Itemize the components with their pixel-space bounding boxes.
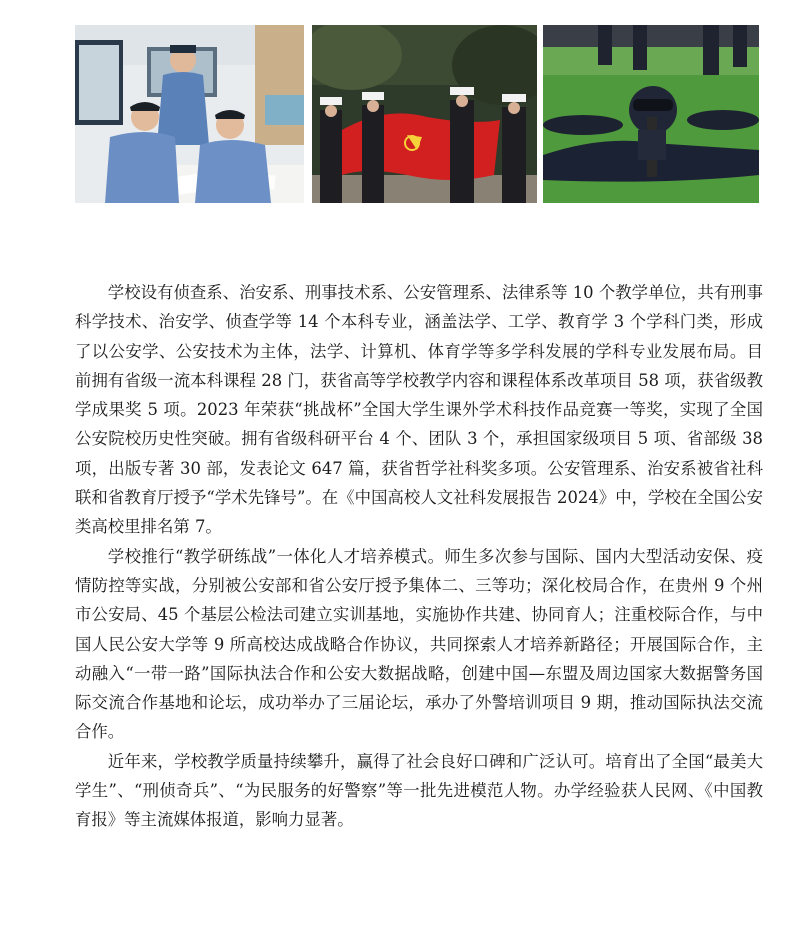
photo-strip bbox=[75, 25, 759, 203]
officers-reviewing-documents-photo bbox=[75, 25, 304, 203]
honor-guard-with-party-flag-photo bbox=[312, 25, 537, 203]
paragraph-training-model: 学校推行“教学研练战”一体化人才培养模式。师生多次参与国际、国内大型活动安保、疫情防控等实战，分别被公安部和省公安厅授予集体二、三等功；深化校局合作，在贵州 9 个州市公安局、45 个基层公检法司建立实训基地，实施协作共建、协同育人；注重校际合作，与中国人民公安大学等 9 所高校达成战略合作协议，共同探索人才培养新路径；开展国际合作，主动融入“一带一路”国际执法合作和公安大数据战略，创建中国—东盟及周边国家大数据警务国际交流合作基地和论坛，成功举办了三届论坛，承办了外警培训项目 9 期，推动国际执法交流合作。 bbox=[75, 546, 763, 742]
tactical-officer-prone-aiming-photo bbox=[543, 25, 759, 203]
article-body bbox=[75, 278, 763, 835]
paragraph-reputation: 近年来，学校教学质量持续攀升，赢得了社会良好口碑和广泛认可。培育出了全国“最美大学生”、“刑侦奇兵”、“为民服务的好警察”等一批先进模范人物。办学经验获人民网、《中国教育报》等主流媒体报道，影响力显著。 bbox=[75, 751, 763, 830]
paragraph-school-departments: 学校设有侦查系、治安系、刑事技术系、公安管理系、法律系等 10 个教学单位，共有刑事科学技术、治安学、侦查学等 14 个本科专业，涵盖法学、工学、教育学 3 个学科门类，形成了以公安学、公安技术为主体，法学、计算机、体育学等多学科发展的学科专业发展布局。目前拥有省级一流本科课程 28 门，获省高等学校教学内容和课程体系改革项目 58 项，获省级教学成果奖 5 项。2023 年荣获“挑战杯”全国大学生课外学术科技作品竞赛一等奖，实现了全国公安院校历史性突破。拥有省级科研平台 4 个、团队 3 个，承担国家级项目 5 项、省部级 38 项，出版专著 30 部，发表论文 647 篇，获省哲学社科奖多项。公安管理系、治安系被省社科联和省教育厅授予“学术先锋号”。在《中国高校人文社科发展报告 2024》中，学校在全国公安类高校里排名第 7。 bbox=[75, 283, 763, 537]
